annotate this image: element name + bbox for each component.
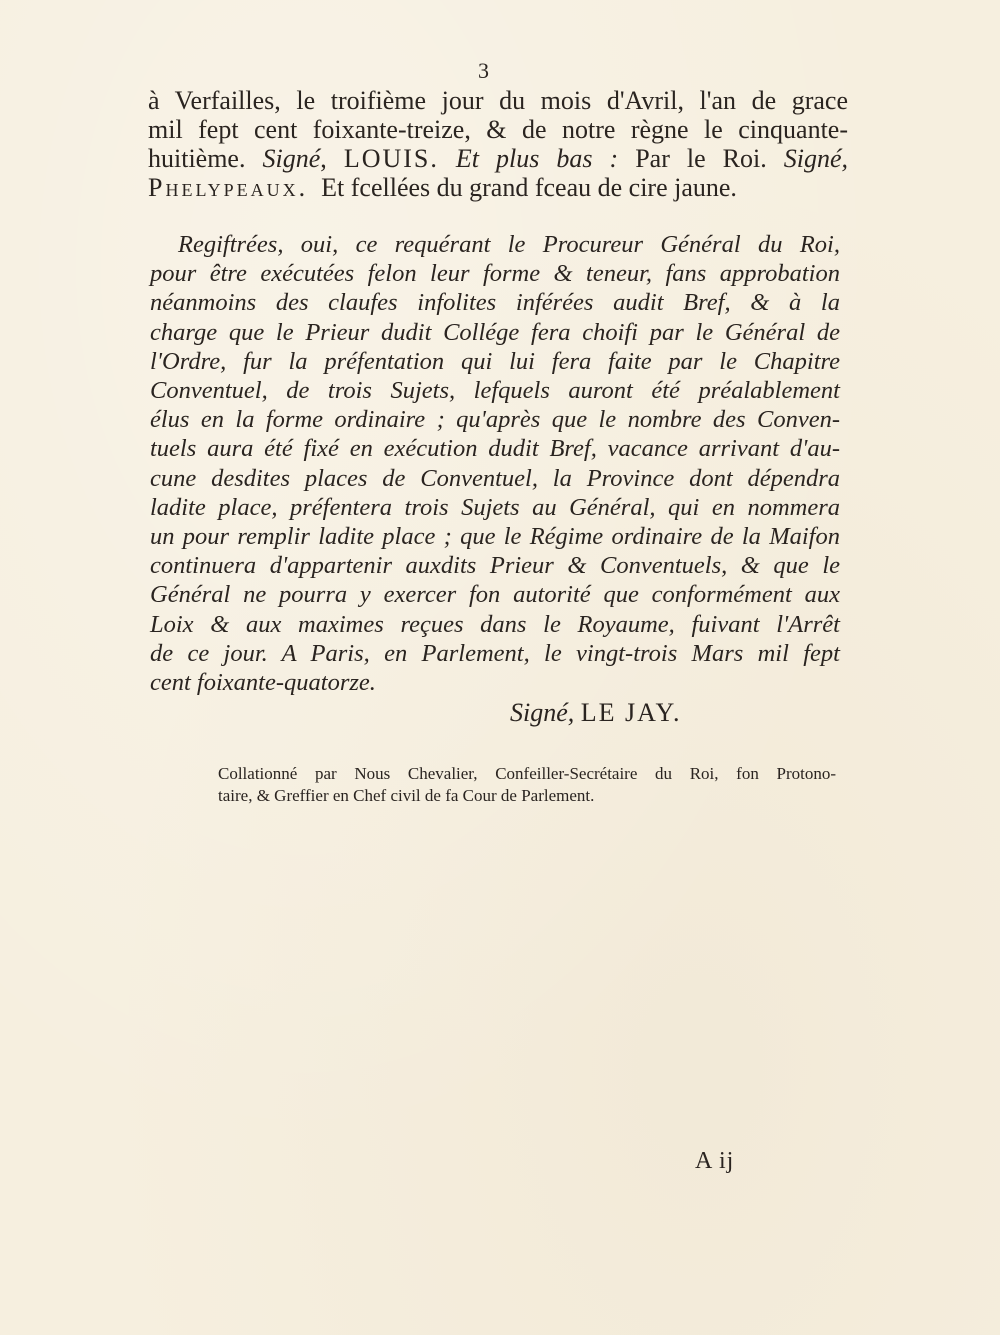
text-segment: huitième. xyxy=(148,144,246,173)
letter-close-paragraph xyxy=(148,86,848,202)
by-the-king: Par le Roi. xyxy=(635,144,767,173)
comma: , xyxy=(320,144,344,173)
registration-line: Loix & aux maximes reçues dans le Royaume, fuivant l'Arrêt xyxy=(150,610,840,638)
seal-text: Et fcellées du grand fceau de cire jaune. xyxy=(321,173,737,202)
page-number: 3 xyxy=(478,58,489,83)
printer-signature-mark: A ij xyxy=(695,1148,735,1174)
letter-close-line: à Verfailles, le troifième jour du mois d'Avril, l'an de grace xyxy=(148,86,848,115)
registration-line: Regiftrées, oui, ce requérant le Procureur Général du Roi, xyxy=(178,231,840,258)
registration-line: charge que le Prieur dudit Collége fera choifi par le Général de xyxy=(150,318,840,346)
letter-close-line-seal xyxy=(148,173,848,202)
registration-line-last: cent foixante-quatorze. xyxy=(150,669,376,697)
collation-note xyxy=(218,763,836,807)
king-name: LOUIS. xyxy=(343,144,439,173)
registration-line: néanmoins des claufes infolites inférées audit Bref, & à la xyxy=(150,289,840,317)
registrar-signature xyxy=(510,698,681,728)
minister-name: Phelypeaux. xyxy=(148,173,309,202)
registration-line: Conventuel, de trois Sujets, lefquels auront été préalablement xyxy=(150,377,840,405)
registration-line: ladite place, préfentera trois Sujets au Général, qui en nommera xyxy=(150,493,840,521)
signed-label-2: Signé, xyxy=(783,144,849,173)
registrar-name: LE JAY. xyxy=(580,698,682,727)
registration-line: tuels aura été fixé en exécution dudit Bref, vacance arrivant d'au- xyxy=(150,435,840,463)
registration-paragraph xyxy=(150,230,840,697)
signed-prefix: Signé, xyxy=(510,698,575,727)
registration-line: pour être exécutées felon leur forme & teneur, fans approbation xyxy=(150,260,840,288)
registration-line: un pour remplir ladite place ; que le Régime ordinaire de la Maifon xyxy=(150,523,840,551)
registration-line: l'Ordre, fur la préfentation qui lui fera faite par le Chapitre xyxy=(150,347,840,375)
letter-close-line: mil fept cent foixante-treize, & de notre règne le cinquante- xyxy=(148,115,848,144)
signed-label: Signé xyxy=(262,144,321,173)
registration-line: de ce jour. A Paris, en Parlement, le vingt-trois Mars mil fept xyxy=(150,639,840,667)
registration-line: élus en la forme ordinaire ; qu'après que le nombre des Conven- xyxy=(150,406,840,434)
collation-line: taire, & Greffier en Chef civil de fa Cour de Parlement. xyxy=(218,786,595,805)
registration-line: cune desdites places de Conventuel, la Province dont dépendra xyxy=(150,464,840,492)
registration-line: Général ne pourra y exercer fon autorité que conformément aux xyxy=(150,581,840,609)
collation-line: Collationné par Nous Chevalier, Confeiller-Secrétaire du Roi, fon Protono- xyxy=(218,764,836,783)
and-below-label: Et plus bas : xyxy=(455,144,619,173)
letter-close-line-signed xyxy=(148,144,848,173)
registration-line: continuera d'appartenir auxdits Prieur & Conventuels, & que le xyxy=(150,552,840,580)
